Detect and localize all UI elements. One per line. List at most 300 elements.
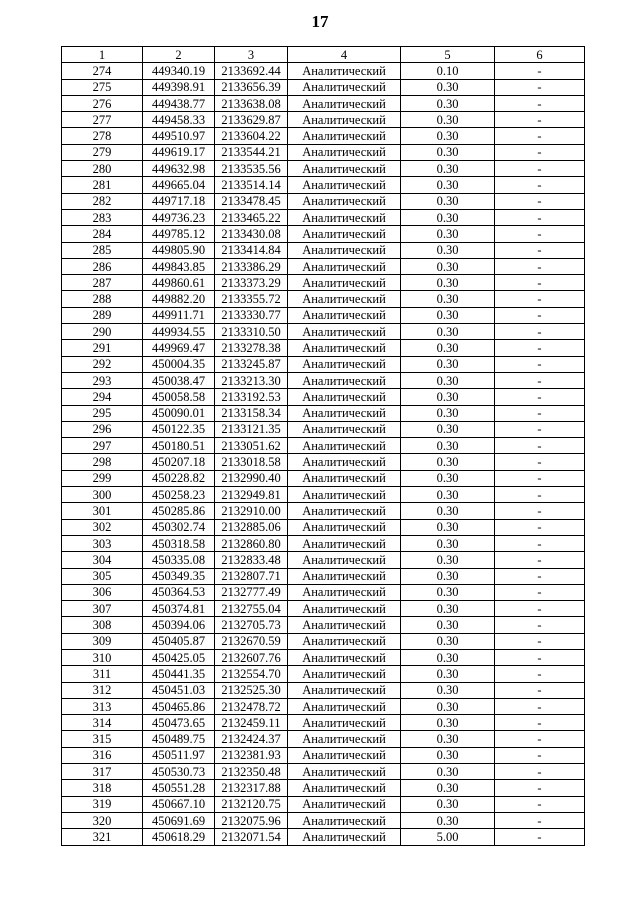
note-cell: - — [495, 519, 585, 535]
point-number-cell: 315 — [62, 731, 143, 747]
method-cell: Аналитический — [288, 356, 401, 372]
note-cell: - — [495, 731, 585, 747]
table-row — [62, 617, 585, 633]
note-cell: - — [495, 812, 585, 828]
accuracy-cell: 0.30 — [401, 780, 495, 796]
x-coordinate-cell: 449632.98 — [143, 161, 215, 177]
x-coordinate-cell: 450122.35 — [143, 421, 215, 437]
table-row — [62, 79, 585, 95]
y-coordinate-cell: 2133213.30 — [215, 372, 288, 388]
note-cell: - — [495, 454, 585, 470]
y-coordinate-cell: 2133278.38 — [215, 340, 288, 356]
method-cell: Аналитический — [288, 372, 401, 388]
y-coordinate-cell: 2132459.11 — [215, 715, 288, 731]
table-row — [62, 193, 585, 209]
point-number-cell: 319 — [62, 796, 143, 812]
note-cell: - — [495, 438, 585, 454]
y-coordinate-cell: 2133192.53 — [215, 389, 288, 405]
page-number: 17 — [311, 12, 329, 31]
accuracy-cell: 0.30 — [401, 291, 495, 307]
table-row — [62, 552, 585, 568]
note-cell: - — [495, 340, 585, 356]
accuracy-cell: 0.30 — [401, 617, 495, 633]
y-coordinate-cell: 2133544.21 — [215, 144, 288, 160]
point-number-cell: 284 — [62, 226, 143, 242]
note-cell: - — [495, 780, 585, 796]
point-number-cell: 314 — [62, 715, 143, 731]
method-cell: Аналитический — [288, 275, 401, 291]
y-coordinate-cell: 2132350.48 — [215, 764, 288, 780]
y-coordinate-cell: 2132317.88 — [215, 780, 288, 796]
x-coordinate-cell: 450318.58 — [143, 535, 215, 551]
y-coordinate-cell: 2133310.50 — [215, 324, 288, 340]
x-coordinate-cell: 449510.97 — [143, 128, 215, 144]
note-cell: - — [495, 568, 585, 584]
method-cell: Аналитический — [288, 666, 401, 682]
method-cell: Аналитический — [288, 144, 401, 160]
y-coordinate-cell: 2133430.08 — [215, 226, 288, 242]
table-row — [62, 63, 585, 79]
y-coordinate-cell: 2132075.96 — [215, 812, 288, 828]
accuracy-cell: 0.30 — [401, 324, 495, 340]
point-number-cell: 321 — [62, 829, 143, 845]
point-number-cell: 286 — [62, 258, 143, 274]
note-cell: - — [495, 307, 585, 323]
x-coordinate-cell: 449882.20 — [143, 291, 215, 307]
note-cell: - — [495, 470, 585, 486]
x-coordinate-cell: 450405.87 — [143, 633, 215, 649]
method-cell: Аналитический — [288, 193, 401, 209]
y-coordinate-cell: 2133638.08 — [215, 95, 288, 111]
x-coordinate-cell: 450511.97 — [143, 747, 215, 763]
method-cell: Аналитический — [288, 764, 401, 780]
x-coordinate-cell: 449438.77 — [143, 95, 215, 111]
y-coordinate-cell: 2132705.73 — [215, 617, 288, 633]
x-coordinate-cell: 450489.75 — [143, 731, 215, 747]
table-row — [62, 796, 585, 812]
method-cell: Аналитический — [288, 715, 401, 731]
table-row — [62, 519, 585, 535]
accuracy-cell: 0.30 — [401, 682, 495, 698]
point-number-cell: 281 — [62, 177, 143, 193]
note-cell: - — [495, 682, 585, 698]
accuracy-cell: 0.30 — [401, 470, 495, 486]
accuracy-cell: 0.30 — [401, 421, 495, 437]
method-cell: Аналитический — [288, 79, 401, 95]
x-coordinate-cell: 450551.28 — [143, 780, 215, 796]
accuracy-cell: 0.30 — [401, 112, 495, 128]
method-cell: Аналитический — [288, 470, 401, 486]
accuracy-cell: 0.30 — [401, 519, 495, 535]
table-row — [62, 226, 585, 242]
method-cell: Аналитический — [288, 487, 401, 503]
note-cell: - — [495, 226, 585, 242]
table-row — [62, 454, 585, 470]
point-number-cell: 313 — [62, 698, 143, 714]
x-coordinate-cell: 450473.65 — [143, 715, 215, 731]
point-number-cell: 291 — [62, 340, 143, 356]
table-row — [62, 487, 585, 503]
x-coordinate-cell: 449736.23 — [143, 209, 215, 225]
note-cell: - — [495, 258, 585, 274]
y-coordinate-cell: 2133051.62 — [215, 438, 288, 454]
method-cell: Аналитический — [288, 731, 401, 747]
accuracy-cell: 0.30 — [401, 812, 495, 828]
y-coordinate-cell: 2133692.44 — [215, 63, 288, 79]
y-coordinate-cell: 2133158.34 — [215, 405, 288, 421]
accuracy-cell: 0.30 — [401, 454, 495, 470]
method-cell: Аналитический — [288, 324, 401, 340]
table-header-row — [62, 47, 585, 63]
method-cell: Аналитический — [288, 698, 401, 714]
header-cell: 4 — [288, 47, 401, 63]
method-cell: Аналитический — [288, 829, 401, 845]
method-cell: Аналитический — [288, 584, 401, 600]
x-coordinate-cell: 450038.47 — [143, 372, 215, 388]
method-cell: Аналитический — [288, 438, 401, 454]
point-number-cell: 305 — [62, 568, 143, 584]
table-row — [62, 389, 585, 405]
note-cell: - — [495, 649, 585, 665]
method-cell: Аналитический — [288, 291, 401, 307]
table-row — [62, 356, 585, 372]
y-coordinate-cell: 2133535.56 — [215, 161, 288, 177]
point-number-cell: 283 — [62, 209, 143, 225]
accuracy-cell: 0.30 — [401, 552, 495, 568]
x-coordinate-cell: 449860.61 — [143, 275, 215, 291]
note-cell: - — [495, 666, 585, 682]
header-cell: 3 — [215, 47, 288, 63]
y-coordinate-cell: 2132860.80 — [215, 535, 288, 551]
method-cell: Аналитический — [288, 161, 401, 177]
x-coordinate-cell: 449805.90 — [143, 242, 215, 258]
table-row — [62, 438, 585, 454]
y-coordinate-cell: 2133386.29 — [215, 258, 288, 274]
table-row — [62, 112, 585, 128]
x-coordinate-cell: 450465.86 — [143, 698, 215, 714]
y-coordinate-cell: 2133414.84 — [215, 242, 288, 258]
accuracy-cell: 0.30 — [401, 601, 495, 617]
point-number-cell: 289 — [62, 307, 143, 323]
point-number-cell: 300 — [62, 487, 143, 503]
y-coordinate-cell: 2133629.87 — [215, 112, 288, 128]
y-coordinate-cell: 2132381.93 — [215, 747, 288, 763]
table-body — [62, 63, 585, 845]
y-coordinate-cell: 2132755.04 — [215, 601, 288, 617]
table-row — [62, 829, 585, 845]
x-coordinate-cell: 450335.08 — [143, 552, 215, 568]
x-coordinate-cell: 450090.01 — [143, 405, 215, 421]
x-coordinate-cell: 449969.47 — [143, 340, 215, 356]
x-coordinate-cell: 450364.53 — [143, 584, 215, 600]
table-row — [62, 307, 585, 323]
note-cell: - — [495, 764, 585, 780]
method-cell: Аналитический — [288, 209, 401, 225]
table-row — [62, 568, 585, 584]
point-number-cell: 278 — [62, 128, 143, 144]
y-coordinate-cell: 2133245.87 — [215, 356, 288, 372]
y-coordinate-cell: 2132990.40 — [215, 470, 288, 486]
point-number-cell: 304 — [62, 552, 143, 568]
point-number-cell: 282 — [62, 193, 143, 209]
y-coordinate-cell: 2133355.72 — [215, 291, 288, 307]
method-cell: Аналитический — [288, 63, 401, 79]
method-cell: Аналитический — [288, 535, 401, 551]
table-row — [62, 698, 585, 714]
table-row — [62, 372, 585, 388]
table-row — [62, 764, 585, 780]
accuracy-cell: 0.10 — [401, 63, 495, 79]
note-cell: - — [495, 356, 585, 372]
table-row — [62, 747, 585, 763]
x-coordinate-cell: 450228.82 — [143, 470, 215, 486]
table-row — [62, 258, 585, 274]
accuracy-cell: 0.30 — [401, 258, 495, 274]
note-cell: - — [495, 584, 585, 600]
point-number-cell: 297 — [62, 438, 143, 454]
accuracy-cell: 0.30 — [401, 209, 495, 225]
method-cell: Аналитический — [288, 128, 401, 144]
method-cell: Аналитический — [288, 519, 401, 535]
note-cell: - — [495, 405, 585, 421]
table-row — [62, 535, 585, 551]
point-number-cell: 292 — [62, 356, 143, 372]
point-number-cell: 290 — [62, 324, 143, 340]
y-coordinate-cell: 2132949.81 — [215, 487, 288, 503]
x-coordinate-cell: 449398.91 — [143, 79, 215, 95]
note-cell: - — [495, 372, 585, 388]
x-coordinate-cell: 450302.74 — [143, 519, 215, 535]
table-row — [62, 780, 585, 796]
accuracy-cell: 0.30 — [401, 535, 495, 551]
note-cell: - — [495, 177, 585, 193]
table-row — [62, 601, 585, 617]
accuracy-cell: 0.30 — [401, 177, 495, 193]
note-cell: - — [495, 698, 585, 714]
accuracy-cell: 0.30 — [401, 633, 495, 649]
y-coordinate-cell: 2132554.70 — [215, 666, 288, 682]
note-cell: - — [495, 63, 585, 79]
accuracy-cell: 0.30 — [401, 666, 495, 682]
note-cell: - — [495, 829, 585, 845]
accuracy-cell: 0.30 — [401, 95, 495, 111]
x-coordinate-cell: 450530.73 — [143, 764, 215, 780]
method-cell: Аналитический — [288, 682, 401, 698]
method-cell: Аналитический — [288, 405, 401, 421]
header-cell: 1 — [62, 47, 143, 63]
point-number-cell: 287 — [62, 275, 143, 291]
header-cell: 6 — [495, 47, 585, 63]
method-cell: Аналитический — [288, 242, 401, 258]
table-row — [62, 666, 585, 682]
x-coordinate-cell: 450394.06 — [143, 617, 215, 633]
note-cell: - — [495, 389, 585, 405]
table-row — [62, 275, 585, 291]
coordinates-table — [61, 46, 585, 846]
y-coordinate-cell: 2133514.14 — [215, 177, 288, 193]
table-row — [62, 144, 585, 160]
table-row — [62, 291, 585, 307]
accuracy-cell: 0.30 — [401, 372, 495, 388]
x-coordinate-cell: 450058.58 — [143, 389, 215, 405]
table-row — [62, 421, 585, 437]
point-number-cell: 279 — [62, 144, 143, 160]
y-coordinate-cell: 2133465.22 — [215, 209, 288, 225]
point-number-cell: 317 — [62, 764, 143, 780]
x-coordinate-cell: 450349.35 — [143, 568, 215, 584]
x-coordinate-cell: 449340.19 — [143, 63, 215, 79]
method-cell: Аналитический — [288, 95, 401, 111]
accuracy-cell: 0.30 — [401, 698, 495, 714]
note-cell: - — [495, 487, 585, 503]
point-number-cell: 276 — [62, 95, 143, 111]
method-cell: Аналитический — [288, 258, 401, 274]
header-cell: 5 — [401, 47, 495, 63]
table-row — [62, 405, 585, 421]
point-number-cell: 308 — [62, 617, 143, 633]
method-cell: Аналитический — [288, 780, 401, 796]
note-cell: - — [495, 324, 585, 340]
y-coordinate-cell: 2133373.29 — [215, 275, 288, 291]
accuracy-cell: 0.30 — [401, 568, 495, 584]
y-coordinate-cell: 2132525.30 — [215, 682, 288, 698]
y-coordinate-cell: 2133478.45 — [215, 193, 288, 209]
x-coordinate-cell: 450258.23 — [143, 487, 215, 503]
y-coordinate-cell: 2132670.59 — [215, 633, 288, 649]
accuracy-cell: 0.30 — [401, 389, 495, 405]
note-cell: - — [495, 193, 585, 209]
x-coordinate-cell: 449843.85 — [143, 258, 215, 274]
table-row — [62, 209, 585, 225]
accuracy-cell: 0.30 — [401, 161, 495, 177]
y-coordinate-cell: 2132807.71 — [215, 568, 288, 584]
table-row — [62, 649, 585, 665]
accuracy-cell: 0.30 — [401, 193, 495, 209]
y-coordinate-cell: 2132885.06 — [215, 519, 288, 535]
method-cell: Аналитический — [288, 796, 401, 812]
table-row — [62, 470, 585, 486]
x-coordinate-cell: 449665.04 — [143, 177, 215, 193]
y-coordinate-cell: 2133330.77 — [215, 307, 288, 323]
point-number-cell: 312 — [62, 682, 143, 698]
method-cell: Аналитический — [288, 421, 401, 437]
accuracy-cell: 0.30 — [401, 503, 495, 519]
x-coordinate-cell: 450207.18 — [143, 454, 215, 470]
point-number-cell: 310 — [62, 649, 143, 665]
point-number-cell: 285 — [62, 242, 143, 258]
point-number-cell: 307 — [62, 601, 143, 617]
y-coordinate-cell: 2132424.37 — [215, 731, 288, 747]
point-number-cell: 311 — [62, 666, 143, 682]
accuracy-cell: 0.30 — [401, 764, 495, 780]
table-row — [62, 715, 585, 731]
accuracy-cell: 0.30 — [401, 438, 495, 454]
note-cell: - — [495, 95, 585, 111]
accuracy-cell: 0.30 — [401, 275, 495, 291]
point-number-cell: 299 — [62, 470, 143, 486]
method-cell: Аналитический — [288, 112, 401, 128]
accuracy-cell: 0.30 — [401, 796, 495, 812]
method-cell: Аналитический — [288, 601, 401, 617]
point-number-cell: 277 — [62, 112, 143, 128]
method-cell: Аналитический — [288, 649, 401, 665]
x-coordinate-cell: 450451.03 — [143, 682, 215, 698]
note-cell: - — [495, 128, 585, 144]
x-coordinate-cell: 449717.18 — [143, 193, 215, 209]
point-number-cell: 296 — [62, 421, 143, 437]
note-cell: - — [495, 112, 585, 128]
x-coordinate-cell: 449458.33 — [143, 112, 215, 128]
table-row — [62, 633, 585, 649]
point-number-cell: 288 — [62, 291, 143, 307]
accuracy-cell: 0.30 — [401, 487, 495, 503]
note-cell: - — [495, 535, 585, 551]
accuracy-cell: 5.00 — [401, 829, 495, 845]
table-row — [62, 177, 585, 193]
y-coordinate-cell: 2132478.72 — [215, 698, 288, 714]
table-row — [62, 128, 585, 144]
note-cell: - — [495, 291, 585, 307]
point-number-cell: 280 — [62, 161, 143, 177]
point-number-cell: 316 — [62, 747, 143, 763]
point-number-cell: 293 — [62, 372, 143, 388]
accuracy-cell: 0.30 — [401, 731, 495, 747]
point-number-cell: 275 — [62, 79, 143, 95]
point-number-cell: 318 — [62, 780, 143, 796]
table-row — [62, 584, 585, 600]
point-number-cell: 302 — [62, 519, 143, 535]
method-cell: Аналитический — [288, 568, 401, 584]
table-row — [62, 242, 585, 258]
accuracy-cell: 0.30 — [401, 715, 495, 731]
note-cell: - — [495, 747, 585, 763]
y-coordinate-cell: 2132607.76 — [215, 649, 288, 665]
note-cell: - — [495, 601, 585, 617]
method-cell: Аналитический — [288, 454, 401, 470]
y-coordinate-cell: 2132071.54 — [215, 829, 288, 845]
accuracy-cell: 0.30 — [401, 747, 495, 763]
note-cell: - — [495, 715, 585, 731]
accuracy-cell: 0.30 — [401, 128, 495, 144]
point-number-cell: 294 — [62, 389, 143, 405]
point-number-cell: 309 — [62, 633, 143, 649]
accuracy-cell: 0.30 — [401, 584, 495, 600]
note-cell: - — [495, 275, 585, 291]
accuracy-cell: 0.30 — [401, 242, 495, 258]
accuracy-cell: 0.30 — [401, 649, 495, 665]
point-number-cell: 301 — [62, 503, 143, 519]
header-cell: 2 — [143, 47, 215, 63]
note-cell: - — [495, 633, 585, 649]
method-cell: Аналитический — [288, 747, 401, 763]
table-row — [62, 731, 585, 747]
table-row — [62, 340, 585, 356]
note-cell: - — [495, 144, 585, 160]
y-coordinate-cell: 2133018.58 — [215, 454, 288, 470]
method-cell: Аналитический — [288, 307, 401, 323]
x-coordinate-cell: 449785.12 — [143, 226, 215, 242]
table-row — [62, 95, 585, 111]
table-row — [62, 503, 585, 519]
x-coordinate-cell: 449911.71 — [143, 307, 215, 323]
method-cell: Аналитический — [288, 177, 401, 193]
table-row — [62, 682, 585, 698]
accuracy-cell: 0.30 — [401, 405, 495, 421]
x-coordinate-cell: 450667.10 — [143, 796, 215, 812]
accuracy-cell: 0.30 — [401, 340, 495, 356]
method-cell: Аналитический — [288, 340, 401, 356]
note-cell: - — [495, 421, 585, 437]
